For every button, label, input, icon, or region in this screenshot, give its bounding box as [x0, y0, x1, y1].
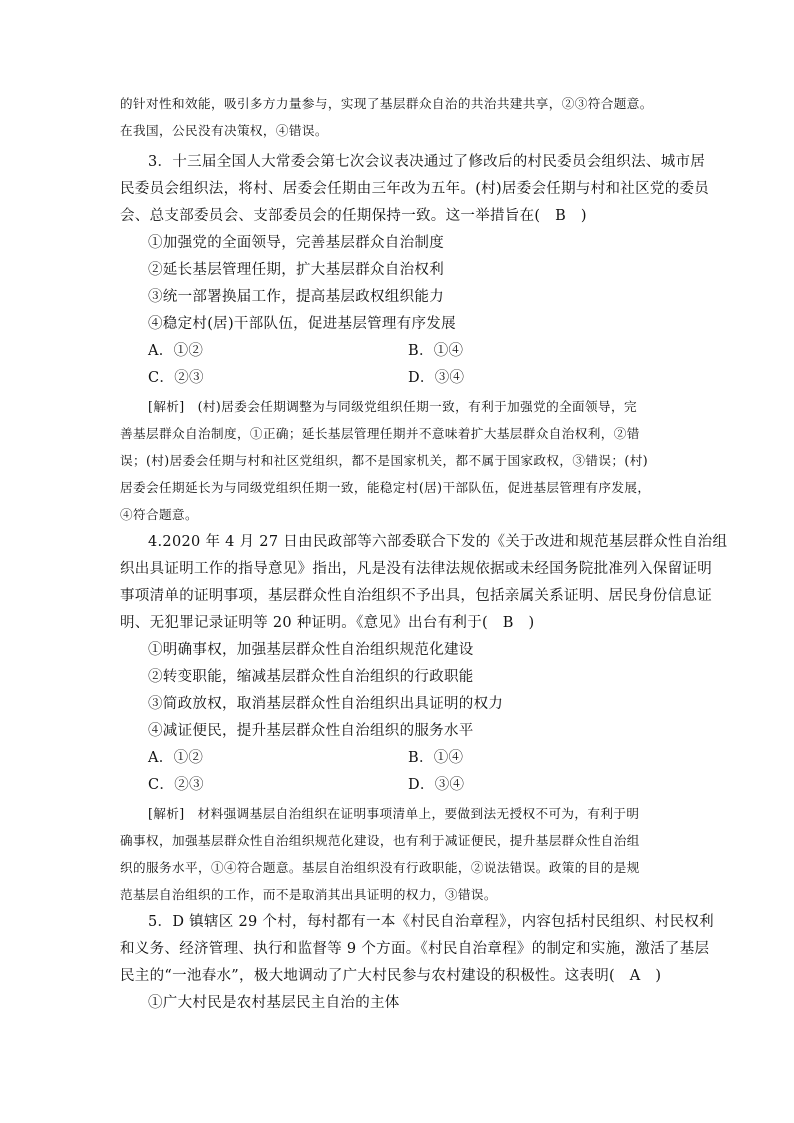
q4-option-b: B．①④	[408, 750, 464, 766]
q3-option-a: A．①②	[148, 343, 204, 359]
q3-explanation-line: [解析] (村)居委会任期调整为与同级党组织任期一致，有利于加强党的全面领导，完	[148, 399, 638, 414]
q5-stem-line: 5．D 镇辖区 29 个村，每村都有一本《村民自治章程》，内容包括村民组织、村民权利	[148, 914, 714, 930]
q5-item: ①广大村民是农村基层民主自治的主体	[148, 995, 400, 1011]
q4-stem-line: 明、无犯罪记录证明等 20 种证明。《意见》出台有利于( B )	[120, 615, 535, 631]
q4-item: ③简政放权，取消基层群众性自治组织出具证明的权力	[148, 696, 504, 712]
q3-stem-line: 3．十三届全国人大常委会第七次会议表决通过了修改后的村民委员会组织法、城市居	[148, 154, 706, 170]
q4-item: ②转变职能，缩减基层群众性自治组织的行政职能	[148, 669, 474, 685]
q3-option-d: D．③④	[408, 370, 465, 386]
q3-item: ②延长基层管理任期，扩大基层群众自治权利	[148, 262, 444, 278]
q3-option-b: B．①④	[408, 343, 464, 359]
continuation-line: 在我国，公民没有决策权，④错误。	[120, 123, 328, 138]
q3-item: ④稳定村(居)干部队伍，促进基层管理有序发展	[148, 316, 456, 332]
q4-option-d: D．③④	[408, 777, 465, 793]
q4-explanation-line: 织的服务水平，①④符合题意。基层自治组织没有行政职能，②说法错误。政策的目的是规	[120, 860, 640, 875]
q4-option-a: A．①②	[148, 750, 204, 766]
q4-item: ④减证便民，提升基层群众性自治组织的服务水平	[148, 723, 474, 739]
q5-stem-line: 和义务、经济管理、执行和监督等 9 个方面。《村民自治章程》的制定和实施，激活了基层	[120, 941, 710, 957]
q4-explanation-line: 范基层自治组织的工作，而不是取消其出具证明的权力，③错误。	[120, 887, 497, 902]
q3-explanation-line: 善基层群众自治制度，①正确；延长基层管理任期并不意味着扩大基层群众自治权利，②错	[120, 426, 640, 441]
q4-item: ①明确事权，加强基层群众性自治组织规范化建设	[148, 642, 474, 658]
q3-item: ①加强党的全面领导，完善基层群众自治制度	[148, 235, 444, 251]
q3-explanation-line: 误；(村)居委会任期与村和社区党组织，都不是国家机关，都不属于国家政权，③错误；(村)	[120, 453, 649, 468]
q4-stem-line: 事项清单的证明事项，基层群众性自治组织不予出具，包括亲属关系证明、居民身份信息证	[120, 588, 712, 604]
q4-explanation-line: 确事权，加强基层群众性自治组织规范化建设，也有利于减证便民，提升基层群众性自治组	[120, 833, 640, 848]
q3-explanation-line: ④符合题意。	[120, 507, 198, 522]
q3-stem-line: 会、总支部委员会、支部委员会的任期保持一致。这一举措旨在( B )	[120, 208, 587, 224]
q5-stem-line: 民主的“一池春水”，极大地调动了广大村民参与农村建设的积极性。这表明( A )	[120, 968, 662, 984]
q3-explanation-line: 居委会任期延长为与同级党组织任期一致，能稳定村(居)干部队伍，促进基层管理有序发展，	[120, 480, 651, 495]
q3-stem-line: 民委员会组织法，将村、居委会任期由三年改为五年。(村)居委会任期与村和社区党的委员	[120, 181, 710, 197]
q4-stem-line: 织出具证明工作的指导意见》指出，凡是没有法律法规依据或未经国务院批准列入保留证明	[120, 561, 712, 577]
q4-explanation-line: [解析] 材料强调基层自治组织在证明事项清单上，要做到法无授权不可为，有利于明	[148, 806, 640, 821]
q4-option-c: C．②③	[148, 777, 204, 793]
q3-option-c: C．②③	[148, 370, 204, 386]
q3-item: ③统一部署换届工作，提高基层政权组织能力	[148, 289, 444, 305]
q4-stem-line: 4.2020 年 4 月 27 日由民政部等六部委联合下发的《关于改进和规范基层群众性自治组	[148, 534, 728, 550]
continuation-line: 的针对性和效能，吸引多方力量参与，实现了基层群众自治的共治共建共享，②③符合题意。	[120, 96, 653, 111]
